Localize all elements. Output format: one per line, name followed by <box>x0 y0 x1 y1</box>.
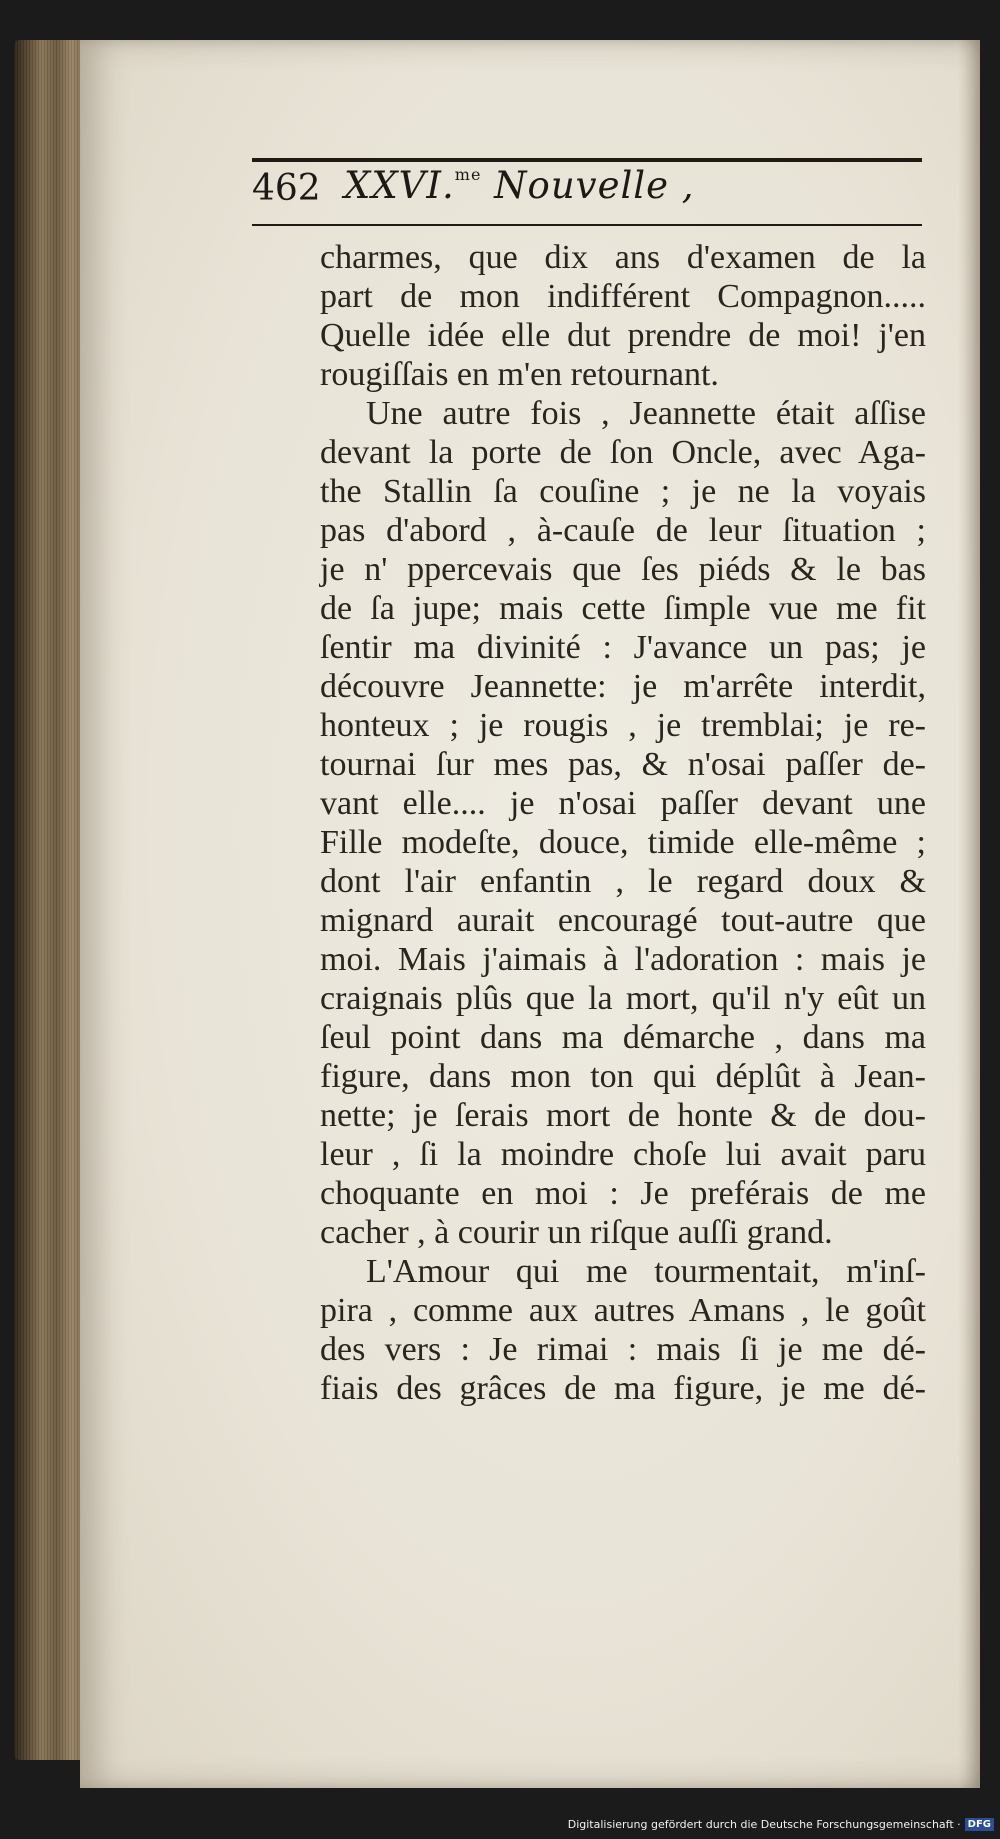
text-line: honteux ; je rougis , je tremblai; je re- <box>320 707 926 744</box>
text-line: de ſa jupe; mais cette ſimple vue me fit <box>320 590 926 627</box>
running-head-title: Nouvelle , <box>481 164 695 207</box>
text-line: pira , comme aux autres Amans , le goût <box>320 1292 926 1329</box>
text-line: dont l'air enfantin , le regard doux & <box>320 863 926 900</box>
running-head-sup: me <box>454 165 482 184</box>
text-line: rougiſſais en m'en retournant. <box>320 356 719 393</box>
text-line: fiais des grâces de ma figure, je me dé- <box>320 1370 926 1407</box>
text-line: L'Amour qui me tourmentait, m'inſ- <box>366 1253 926 1290</box>
text-line: Une autre fois , Jeannette était aſſise <box>366 395 926 432</box>
text-line: the Stallin ſa couſine ; je ne la voyais <box>320 473 926 510</box>
running-head <box>344 164 695 207</box>
text-line: choquante en moi : Je preférais de me <box>320 1175 926 1212</box>
text-line: leur , ſi la moindre choſe lui avait paru <box>320 1136 926 1173</box>
text-line: devant la porte de ſon Oncle, avec Aga- <box>320 434 926 471</box>
body-text <box>320 238 926 1408</box>
text-line: craignais plûs que la mort, qu'il n'y eût un <box>320 980 926 1017</box>
page-header <box>252 164 922 222</box>
text-line: ſeul point dans ma démarche , dans ma <box>320 1019 926 1056</box>
text-line: des vers : Je rimai : mais ſi je me dé- <box>320 1331 926 1368</box>
page-number: 462 <box>252 168 321 209</box>
text-line: tournai ſur mes pas, & n'osai paſſer de- <box>320 746 926 783</box>
text-line: mignard aurait encouragé tout-autre que <box>320 902 926 939</box>
text-line: je n' ppercevais que ſes piéds & le bas <box>320 551 926 588</box>
text-line: nette; je ſerais mort de honte & de dou- <box>320 1097 926 1134</box>
text-line: Fille modeſte, douce, timide elle-même ; <box>320 824 926 861</box>
text-line: pas d'abord , à-cauſe de leur ſituation ; <box>320 512 926 549</box>
running-head-roman: XXVI. <box>344 164 455 207</box>
text-line: ſentir ma divinité : J'avance un pas; je <box>320 629 926 666</box>
text-line: découvre Jeannette: je m'arrête interdit, <box>320 668 926 705</box>
text-line: moi. Mais j'aimais à l'adoration : mais je <box>320 941 926 978</box>
page-edge-shadow <box>958 40 980 1788</box>
credit-text: Digitalisierung gefördert durch die Deutsche Forschungsgemeinschaft · <box>567 1817 961 1831</box>
dfg-logo: DFG <box>965 1818 994 1831</box>
text-line: Quelle idée elle dut prendre de moi! j'en <box>320 317 926 354</box>
digitization-credit <box>568 1818 994 1832</box>
text-line: cacher , à courir un riſque auſſi grand. <box>320 1214 833 1251</box>
text-line: part de mon indifférent Compagnon..... <box>320 278 926 315</box>
text-line: vant elle.... je n'osai paſſer devant une <box>320 785 926 822</box>
text-line: charmes, que dix ans d'examen de la <box>320 239 926 276</box>
header-rule-bottom <box>252 224 922 226</box>
text-line: figure, dans mon ton qui déplût à Jean- <box>320 1058 926 1095</box>
header-rule-top <box>252 158 922 162</box>
